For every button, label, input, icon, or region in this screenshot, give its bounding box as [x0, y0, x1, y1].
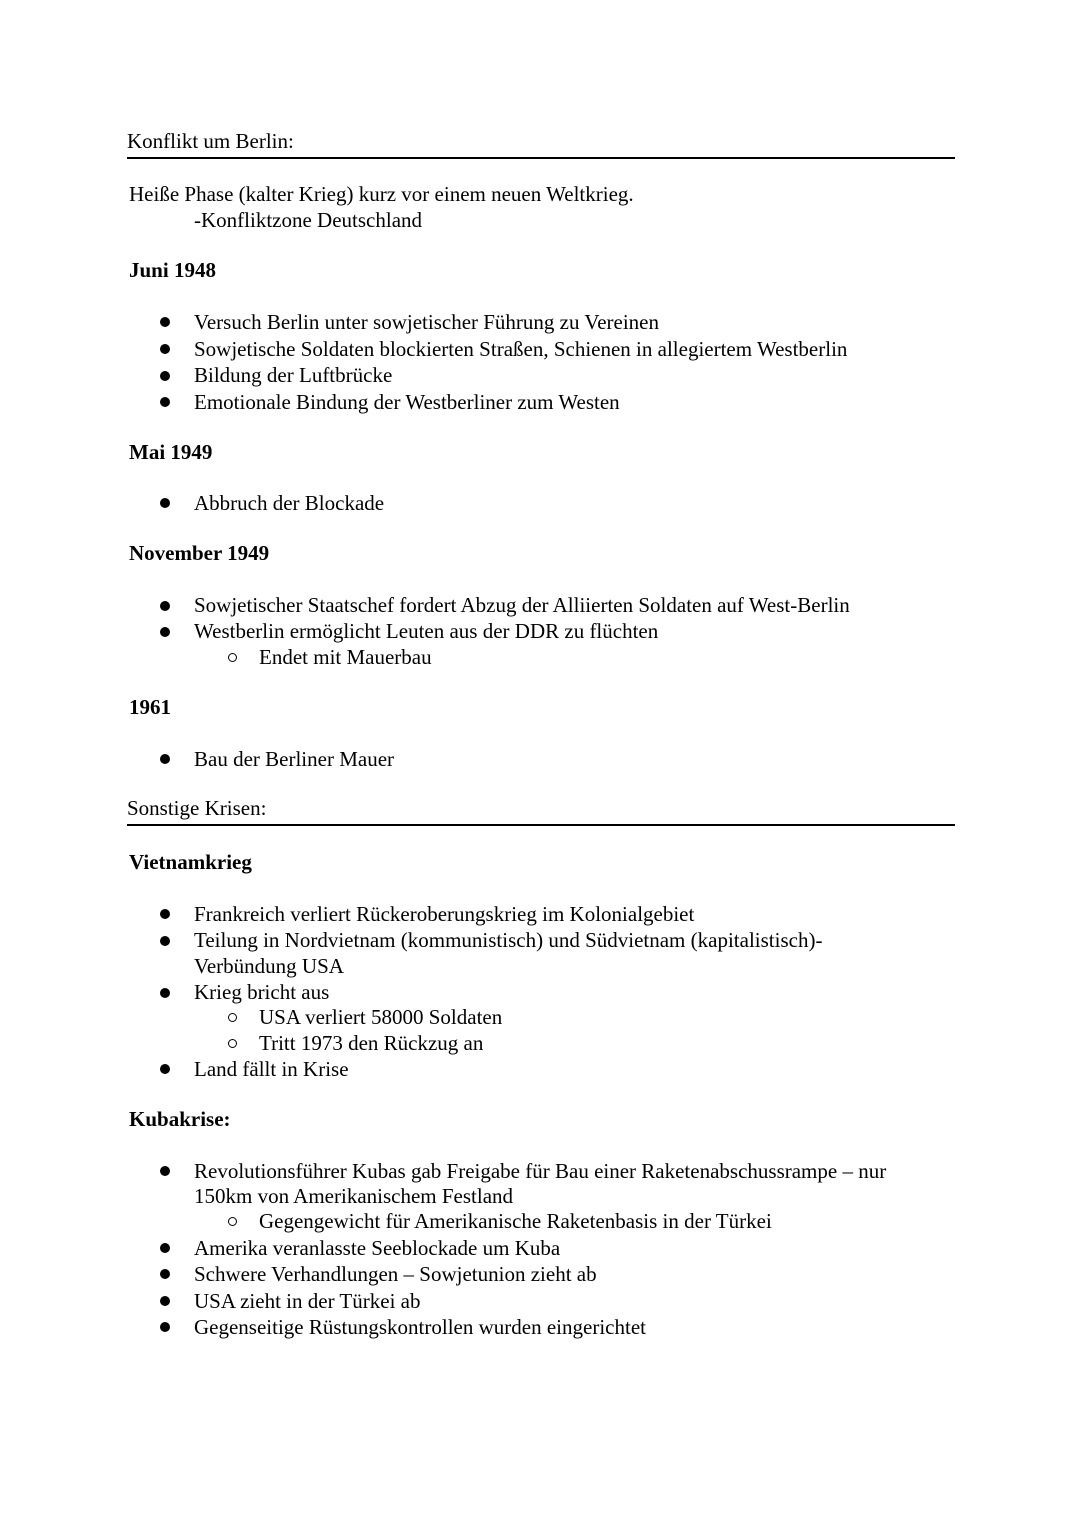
heading-1961: 1961 — [129, 695, 171, 719]
list-item: Abbruch der Blockade — [194, 491, 385, 515]
list-item: Gegenseitige Rüstungskontrollen wurden eingerichtet — [194, 1315, 646, 1339]
sub-bullet-icon — [228, 1013, 237, 1022]
bullet-icon — [160, 909, 170, 919]
sub-list-item: Endet mit Mauerbau — [259, 645, 432, 669]
intro-subtext: -Konfliktzone Deutschland — [194, 208, 423, 232]
list-item: USA zieht in der Türkei ab — [194, 1289, 421, 1313]
bullet-icon — [160, 936, 170, 946]
sub-list-item: USA verliert 58000 Soldaten — [259, 1005, 503, 1029]
list-item: Teilung in Nordvietnam (kommunistisch) und Südvietnam (kapitalistisch)- — [194, 928, 823, 952]
bullet-icon — [160, 317, 170, 327]
bullet-icon — [160, 1064, 170, 1074]
list-item-continuation: 150km von Amerikanischem Festland — [194, 1184, 514, 1208]
bullet-icon — [160, 371, 170, 381]
bullet-icon — [160, 601, 170, 611]
sub-list-item: Tritt 1973 den Rückzug an — [259, 1031, 484, 1055]
sub-bullet-icon — [228, 1217, 237, 1226]
heading-mai-1949: Mai 1949 — [129, 440, 213, 464]
sub-list-item: Gegengewicht für Amerikanische Raketenbasis in der Türkei — [259, 1209, 772, 1233]
bullet-icon — [160, 397, 170, 407]
list-item: Sowjetischer Staatschef fordert Abzug der Alliierten Soldaten auf West-Berlin — [194, 593, 850, 617]
bullet-icon — [160, 1243, 170, 1253]
bullet-icon — [160, 1166, 170, 1176]
bullet-icon — [160, 1269, 170, 1279]
section-title-krisen — [127, 795, 955, 826]
list-item: Emotionale Bindung der Westberliner zum Westen — [194, 390, 620, 414]
heading-november-1949: November 1949 — [129, 541, 270, 565]
list-item: Revolutionsführer Kubas gab Freigabe für Bau einer Raketenabschussrampe – nur — [194, 1159, 887, 1183]
list-item: Schwere Verhandlungen – Sowjetunion zieht ab — [194, 1262, 597, 1286]
list-item: Frankreich verliert Rückeroberungskrieg im Kolonialgebiet — [194, 902, 695, 926]
sub-bullet-icon — [228, 1039, 237, 1048]
list-item: Versuch Berlin unter sowjetischer Führung zu Vereinen — [194, 310, 659, 334]
list-item: Westberlin ermöglicht Leuten aus der DDR zu flüchten — [194, 619, 659, 643]
bullet-icon — [160, 498, 170, 508]
section-title-berlin — [127, 128, 955, 159]
list-item: Bau der Berliner Mauer — [194, 747, 395, 771]
section-title-text: Konflikt um Berlin: — [127, 129, 294, 153]
list-item: Sowjetische Soldaten blockierten Straßen, Schienen in allegiertem Westberlin — [194, 337, 848, 361]
list-item: Land fällt in Krise — [194, 1057, 349, 1081]
heading-kubakrise: Kubakrise: — [129, 1107, 231, 1131]
list-item-continuation: Verbündung USA — [194, 954, 344, 978]
list-item: Krieg bricht aus — [194, 980, 330, 1004]
bullet-icon — [160, 1322, 170, 1332]
bullet-icon — [160, 344, 170, 354]
heading-juni-1948: Juni 1948 — [129, 258, 216, 282]
bullet-icon — [160, 988, 170, 998]
bullet-icon — [160, 1296, 170, 1306]
heading-vietnamkrieg: Vietnamkrieg — [129, 850, 252, 874]
section-title-text: Sonstige Krisen: — [127, 796, 267, 820]
list-item: Amerika veranlasste Seeblockade um Kuba — [194, 1236, 561, 1260]
list-item: Bildung der Luftbrücke — [194, 363, 393, 387]
bullet-icon — [160, 627, 170, 637]
sub-bullet-icon — [228, 653, 237, 662]
bullet-icon — [160, 754, 170, 764]
intro-text: Heiße Phase (kalter Krieg) kurz vor einem neuen Weltkrieg. — [129, 182, 634, 206]
